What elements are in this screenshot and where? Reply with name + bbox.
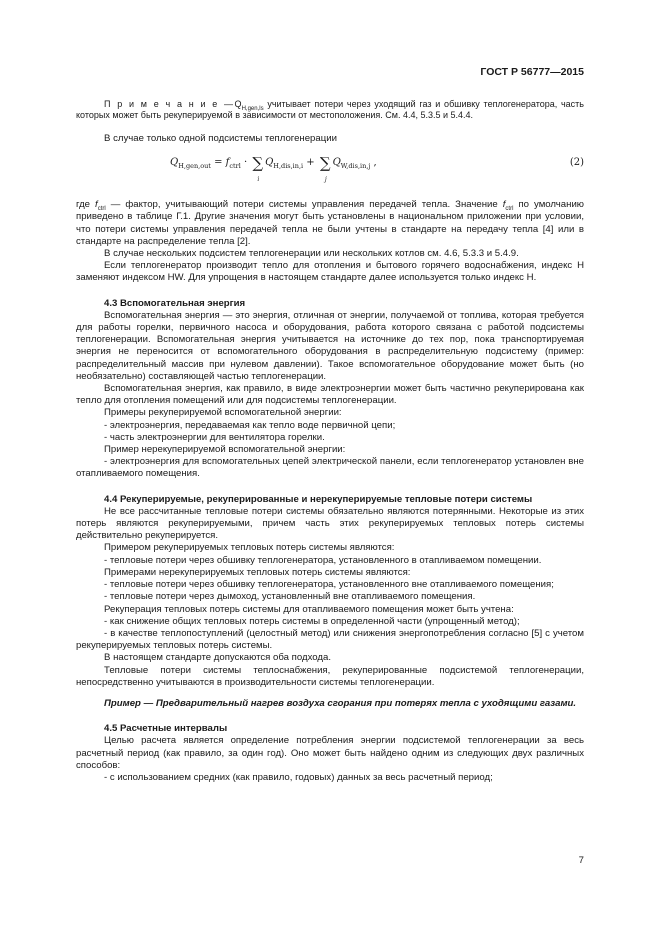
formula-2 xyxy=(76,151,584,191)
formula-lhs: Q xyxy=(170,157,179,169)
s43-paragraph-4: Пример нерекуперируемой вспомогательной энергии: xyxy=(104,444,346,456)
where-paragraph xyxy=(76,199,584,248)
s44-paragraph-4: Рекуперация тепловых потерь системы для отапливаемого помещения может быть учтена: xyxy=(104,603,514,615)
page-number: 7 xyxy=(578,855,584,866)
sum-index-1: i xyxy=(257,176,260,184)
where-f: f xyxy=(95,199,98,211)
section-4-4-title: 4.4 Рекуперируемые, рекуперированные и нерекуперируемые тепловые потери системы xyxy=(104,493,533,505)
sum-glyph-2: ∑ xyxy=(319,154,331,173)
s43-list-item-1: - электроэнергия, передаваемая как тепло воде первичной цепи; xyxy=(104,419,396,431)
s44-list-item-2: - тепловые потери через обшивку теплогенератора, установленного вне отапливаемого помещения; xyxy=(104,579,554,591)
note-paragraph xyxy=(76,99,584,121)
sum-index-2: j xyxy=(324,176,327,184)
document-body xyxy=(76,99,584,784)
s44-list-item-1: - тепловые потери через обшивку теплогенератора, установленного в отапливаемом помещении. xyxy=(104,554,542,566)
s44-paragraph-2: Примером рекуперируемых тепловых потерь системы являются: xyxy=(104,542,395,554)
s43-list-item-3: - электроэнергия для вспомогательных цепей электрической панели, если теплогенератор установлен вне отапливаемого помещения. xyxy=(76,456,584,480)
standard-header: ГОСТ Р 56777—2015 xyxy=(480,66,584,78)
where-f2-sub: ctrl xyxy=(505,206,514,213)
formula-lhs-sub: H,gen,out xyxy=(178,162,211,171)
formula-f-sub: ctrl xyxy=(229,162,241,171)
intro-single-subsystem: В случае только одной подсистемы теплогенерации xyxy=(104,133,337,144)
formula-dot: · xyxy=(240,157,251,169)
s45-paragraph-1: Целью расчета является определение потребления энергии подсистемой теплогенерации за весь расчетный период (как правило, за один год). Оно может быть найдено одним из следующих двух различных способов: xyxy=(76,735,584,771)
s44-list-item-5: - в качестве теплопоступлений (целостный метод) или снижения энергопотребления согласно [5] с учетом рекуперируемых тепловых потерь системы. xyxy=(76,627,584,652)
formula-number: (2) xyxy=(569,157,584,169)
sum-glyph-1: ∑ xyxy=(252,154,264,173)
sum-symbol-1 xyxy=(252,154,264,184)
formula-f: f xyxy=(225,157,230,169)
where-f-sub: ctrl xyxy=(97,206,106,213)
formula-q2-sub: W,dis,in,j xyxy=(340,162,371,171)
formula-eq: = xyxy=(210,157,226,169)
where-mid: — фактор, учитывающий потери системы управления передачей тепла. Значение xyxy=(105,199,503,211)
formula-comma: , xyxy=(370,157,377,169)
where-f2: f xyxy=(502,199,506,211)
s43-paragraph-3: Примеры рекуперируемой вспомогательной энергии: xyxy=(104,407,342,419)
where-pre: где xyxy=(76,199,96,211)
s45-list-item-1: - с использованием средних (как правило, годовых) данных за весь расчетный период; xyxy=(104,771,493,783)
where-post: по умолчанию приведено в таблице Г.1. Другие значения могут быть установлены в национальном приложении при условии, что потери системы управления передачей тепла не были учтены в стандарте на передачу тепла [4] или в стандарте на распределение тепла [2]. xyxy=(76,199,584,247)
note-label: П р и м е ч а н и е — xyxy=(104,99,235,109)
note-text: учитывает потери через уходящий газ и обшивку теплогенератора, часть которых может быть рекуперируемой в зависимости от местоположения. См. 4.4, 5.3.5 и 5.4.4. xyxy=(76,99,584,120)
multi-subsystem-paragraph: В случае нескольких подсистем теплогенерации или нескольких котлов см. 4.6, 5.3.3 и 5.4.9. xyxy=(104,248,519,260)
s43-paragraph-2: Вспомогательная энергия, как правило, в виде электроэнергии может быть частично рекуперирована как тепло для отопления помещений или для подсистемы теплогенерации. xyxy=(76,383,584,407)
formula-expression xyxy=(170,154,377,184)
s44-paragraph-1: Не все рассчитанные тепловые потери системы обязательно являются потерянными. Некоторые из этих потерь являются рекуперируемыми, причем часть этих рекуперируемых тепловых потерь системы действительно рекуперируется. xyxy=(76,505,584,542)
s44-paragraph-6: Тепловые потери системы теплоснабжения, рекуперированные подсистемой теплогенерации, непосредственно учитываются в производительности системы теплогенерации. xyxy=(76,664,584,688)
formula-q1-sub: H,dis,in,i xyxy=(273,162,304,171)
s44-paragraph-5: В настоящем стандарте допускаются оба подхода. xyxy=(104,652,331,664)
note-symbol-sub: H,gen,ls xyxy=(241,105,264,112)
formula-q2: Q xyxy=(332,157,341,169)
index-paragraph: Если теплогенератор производит тепло для отопления и бытового горячего водоснабжения, индекс H заменяют индексом HW. Для упрощения в настоящем стандарте далее используется только индекс H. xyxy=(76,260,584,284)
note-symbol: Q xyxy=(234,99,242,109)
section-4-5-title: 4.5 Расчетные интервалы xyxy=(104,723,228,735)
s43-list-item-2: - часть электроэнергии для вентилятора горелки. xyxy=(104,431,325,443)
s43-paragraph-1: Вспомогательная энергия — это энергия, отличная от энергии, получаемой от топлива, которая требуется для работы горелки, первичного насоса и оборудования, работа которого связана с работой подсистемы теплогенерации. Вспомогательная энергия учитывается на источнике до тех пор, пока транспортируемая энергия не переносится от вспомогательного оборудования в распределительную подсистему (пример: распределительный массив при нулевом давлении). Такое вспомогательное оборудование может быть (но необязательно) составляющей частью теплогенерации. xyxy=(76,309,584,382)
section-4-3-title: 4.3 Вспомогательная энергия xyxy=(104,297,246,309)
s44-list-item-3: - тепловые потери через дымоход, установленный вне отапливаемого помещения. xyxy=(104,591,476,603)
formula-q1: Q xyxy=(265,157,274,169)
formula-plus: + xyxy=(303,157,318,169)
s44-list-item-4: - как снижение общих тепловых потерь системы в определенной части (упрощенный метод); xyxy=(104,615,520,627)
s44-paragraph-3: Примерами нерекуперируемых тепловых потерь системы являются: xyxy=(104,566,411,578)
example-note: Пример — Предварительный нагрев воздуха сгорания при потерях тепла с уходящими газами. xyxy=(104,697,577,709)
sum-symbol-2 xyxy=(319,154,331,184)
